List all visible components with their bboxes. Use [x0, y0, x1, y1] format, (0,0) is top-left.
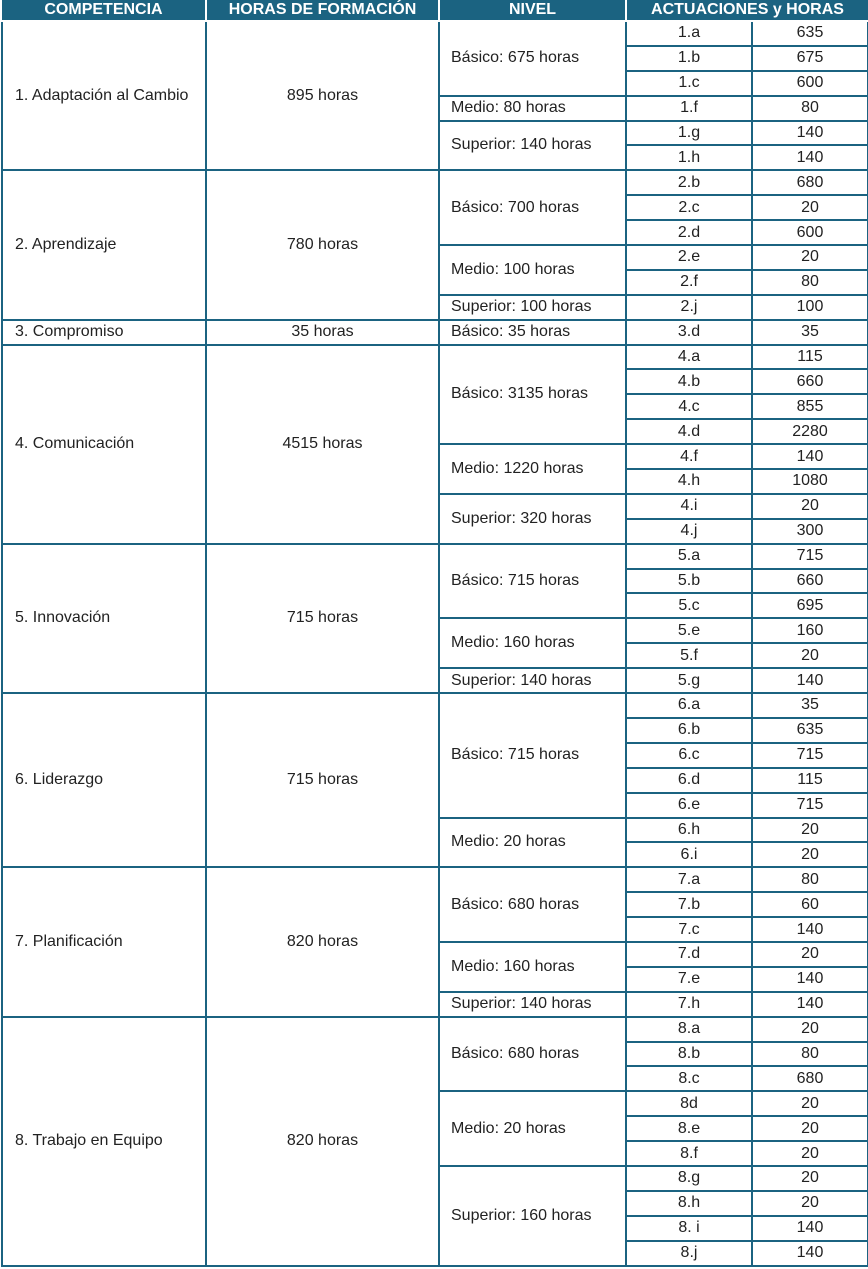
actuacion-code: 1.a	[626, 21, 752, 46]
actuacion-code: 7.b	[626, 892, 752, 917]
actuacion-horas: 660	[752, 569, 868, 594]
actuacion-horas: 680	[752, 1066, 868, 1091]
actuacion-horas: 100	[752, 295, 868, 320]
actuacion-code: 7.a	[626, 867, 752, 892]
actuacion-code: 1.b	[626, 46, 752, 71]
actuacion-code: 7.e	[626, 967, 752, 992]
actuacion-code: 5.e	[626, 618, 752, 643]
actuacion-horas: 20	[752, 245, 868, 270]
nivel-label: Superior: 320 horas	[439, 494, 626, 544]
actuacion-code: 7.h	[626, 992, 752, 1017]
actuacion-horas: 20	[752, 494, 868, 519]
actuacion-code: 5.c	[626, 593, 752, 618]
actuacion-horas: 20	[752, 1141, 868, 1166]
actuacion-code: 6.i	[626, 842, 752, 867]
actuacion-horas: 855	[752, 394, 868, 419]
table-row	[2, 345, 868, 370]
actuacion-horas: 635	[752, 21, 868, 46]
nivel-label: Medio: 20 horas	[439, 1091, 626, 1166]
actuacion-code: 5.f	[626, 643, 752, 668]
actuacion-horas: 20	[752, 1091, 868, 1116]
header-horas: HORAS DE FORMACIÓN	[206, 0, 439, 21]
nivel-label: Básico: 715 horas	[439, 544, 626, 619]
actuacion-code: 4.i	[626, 494, 752, 519]
competencia-name: 8. Trabajo en Equipo	[2, 1017, 206, 1266]
actuacion-horas: 20	[752, 643, 868, 668]
actuacion-horas: 680	[752, 170, 868, 195]
actuacion-code: 4.f	[626, 444, 752, 469]
actuacion-code: 3.d	[626, 320, 752, 345]
actuacion-code: 8d	[626, 1091, 752, 1116]
nivel-label: Básico: 675 horas	[439, 21, 626, 96]
nivel-label: Medio: 160 horas	[439, 942, 626, 992]
actuacion-code: 6.d	[626, 768, 752, 793]
actuacion-horas: 115	[752, 768, 868, 793]
actuacion-horas: 140	[752, 444, 868, 469]
actuacion-horas: 80	[752, 96, 868, 121]
competencia-name: 7. Planificación	[2, 867, 206, 1016]
nivel-label: Superior: 140 horas	[439, 992, 626, 1017]
actuacion-horas: 35	[752, 320, 868, 345]
actuacion-horas: 80	[752, 270, 868, 295]
horas-formacion: 895 horas	[206, 21, 439, 170]
actuacion-horas: 300	[752, 519, 868, 544]
actuacion-horas: 715	[752, 544, 868, 569]
actuacion-code: 4.b	[626, 369, 752, 394]
actuacion-horas: 160	[752, 618, 868, 643]
nivel-label: Superior: 140 horas	[439, 668, 626, 693]
header-actuaciones: ACTUACIONES y HORAS	[626, 0, 868, 21]
actuacion-horas: 600	[752, 71, 868, 96]
actuacion-code: 2.f	[626, 270, 752, 295]
actuacion-horas: 20	[752, 842, 868, 867]
actuacion-code: 6.e	[626, 793, 752, 818]
actuacion-code: 2.b	[626, 170, 752, 195]
actuacion-horas: 140	[752, 967, 868, 992]
actuacion-code: 4.d	[626, 419, 752, 444]
table-body	[2, 21, 868, 1266]
horas-formacion: 715 horas	[206, 544, 439, 693]
competencia-name: 2. Aprendizaje	[2, 170, 206, 319]
actuacion-code: 1.h	[626, 145, 752, 170]
actuacion-code: 8.g	[626, 1166, 752, 1191]
actuacion-code: 1.c	[626, 71, 752, 96]
actuacion-horas: 635	[752, 718, 868, 743]
table-row	[2, 693, 868, 718]
actuacion-code: 2.d	[626, 220, 752, 245]
actuacion-code: 8.c	[626, 1066, 752, 1091]
competencia-name: 3. Compromiso	[2, 320, 206, 345]
actuacion-code: 4.j	[626, 519, 752, 544]
actuacion-horas: 140	[752, 145, 868, 170]
actuacion-code: 6.b	[626, 718, 752, 743]
nivel-label: Básico: 700 horas	[439, 170, 626, 245]
actuacion-horas: 20	[752, 1166, 868, 1191]
actuacion-code: 7.c	[626, 917, 752, 942]
actuacion-code: 5.a	[626, 544, 752, 569]
actuacion-code: 8.h	[626, 1191, 752, 1216]
nivel-label: Medio: 160 horas	[439, 618, 626, 668]
actuacion-code: 6.c	[626, 743, 752, 768]
header-nivel: NIVEL	[439, 0, 626, 21]
table-row	[2, 867, 868, 892]
actuacion-code: 5.b	[626, 569, 752, 594]
actuacion-code: 8.a	[626, 1017, 752, 1042]
table-row	[2, 170, 868, 195]
nivel-label: Básico: 715 horas	[439, 693, 626, 817]
actuacion-code: 8.j	[626, 1241, 752, 1266]
actuacion-horas: 675	[752, 46, 868, 71]
nivel-label: Superior: 100 horas	[439, 295, 626, 320]
actuacion-horas: 2280	[752, 419, 868, 444]
horas-formacion: 820 horas	[206, 867, 439, 1016]
competencia-name: 4. Comunicación	[2, 345, 206, 544]
nivel-label: Medio: 100 horas	[439, 245, 626, 295]
actuacion-horas: 140	[752, 668, 868, 693]
competencia-name: 1. Adaptación al Cambio	[2, 21, 206, 170]
actuacion-horas: 115	[752, 345, 868, 370]
actuacion-code: 8.f	[626, 1141, 752, 1166]
actuacion-horas: 140	[752, 121, 868, 146]
horas-formacion: 780 horas	[206, 170, 439, 319]
actuacion-horas: 20	[752, 1017, 868, 1042]
actuacion-horas: 80	[752, 1042, 868, 1067]
actuacion-horas: 20	[752, 818, 868, 843]
table-row	[2, 320, 868, 345]
competencia-name: 5. Innovación	[2, 544, 206, 693]
actuacion-horas: 695	[752, 593, 868, 618]
header-row	[2, 0, 868, 21]
actuacion-code: 8.e	[626, 1116, 752, 1141]
actuacion-horas: 20	[752, 1116, 868, 1141]
actuacion-code: 4.a	[626, 345, 752, 370]
table-row	[2, 544, 868, 569]
actuacion-code: 2.c	[626, 195, 752, 220]
actuacion-horas: 715	[752, 793, 868, 818]
table-row	[2, 21, 868, 46]
actuacion-code: 5.g	[626, 668, 752, 693]
actuacion-horas: 20	[752, 1191, 868, 1216]
table-row	[2, 1017, 868, 1042]
actuacion-code: 1.f	[626, 96, 752, 121]
competencia-name: 6. Liderazgo	[2, 693, 206, 867]
actuacion-horas: 600	[752, 220, 868, 245]
competencias-table	[1, 0, 868, 1267]
actuacion-horas: 20	[752, 195, 868, 220]
actuacion-horas: 140	[752, 1241, 868, 1266]
horas-formacion: 4515 horas	[206, 345, 439, 544]
actuacion-horas: 715	[752, 743, 868, 768]
actuacion-code: 8. i	[626, 1216, 752, 1241]
actuacion-code: 2.j	[626, 295, 752, 320]
actuacion-horas: 60	[752, 892, 868, 917]
nivel-label: Superior: 140 horas	[439, 121, 626, 171]
actuacion-horas: 660	[752, 369, 868, 394]
horas-formacion: 35 horas	[206, 320, 439, 345]
actuacion-horas: 140	[752, 992, 868, 1017]
nivel-label: Básico: 680 horas	[439, 867, 626, 942]
actuacion-horas: 80	[752, 867, 868, 892]
actuacion-code: 8.b	[626, 1042, 752, 1067]
actuacion-horas: 140	[752, 1216, 868, 1241]
nivel-label: Superior: 160 horas	[439, 1166, 626, 1266]
horas-formacion: 820 horas	[206, 1017, 439, 1266]
actuacion-horas: 140	[752, 917, 868, 942]
nivel-label: Medio: 80 horas	[439, 96, 626, 121]
actuacion-code: 1.g	[626, 121, 752, 146]
nivel-label: Medio: 20 horas	[439, 818, 626, 868]
actuacion-code: 2.e	[626, 245, 752, 270]
actuacion-horas: 1080	[752, 469, 868, 494]
header-competencia: COMPETENCIA	[2, 0, 206, 21]
horas-formacion: 715 horas	[206, 693, 439, 867]
actuacion-code: 6.a	[626, 693, 752, 718]
actuacion-code: 6.h	[626, 818, 752, 843]
nivel-label: Básico: 3135 horas	[439, 345, 626, 445]
actuacion-code: 7.d	[626, 942, 752, 967]
nivel-label: Básico: 680 horas	[439, 1017, 626, 1092]
actuacion-code: 4.h	[626, 469, 752, 494]
actuacion-code: 4.c	[626, 394, 752, 419]
actuacion-horas: 35	[752, 693, 868, 718]
nivel-label: Medio: 1220 horas	[439, 444, 626, 494]
nivel-label: Básico: 35 horas	[439, 320, 626, 345]
actuacion-horas: 20	[752, 942, 868, 967]
